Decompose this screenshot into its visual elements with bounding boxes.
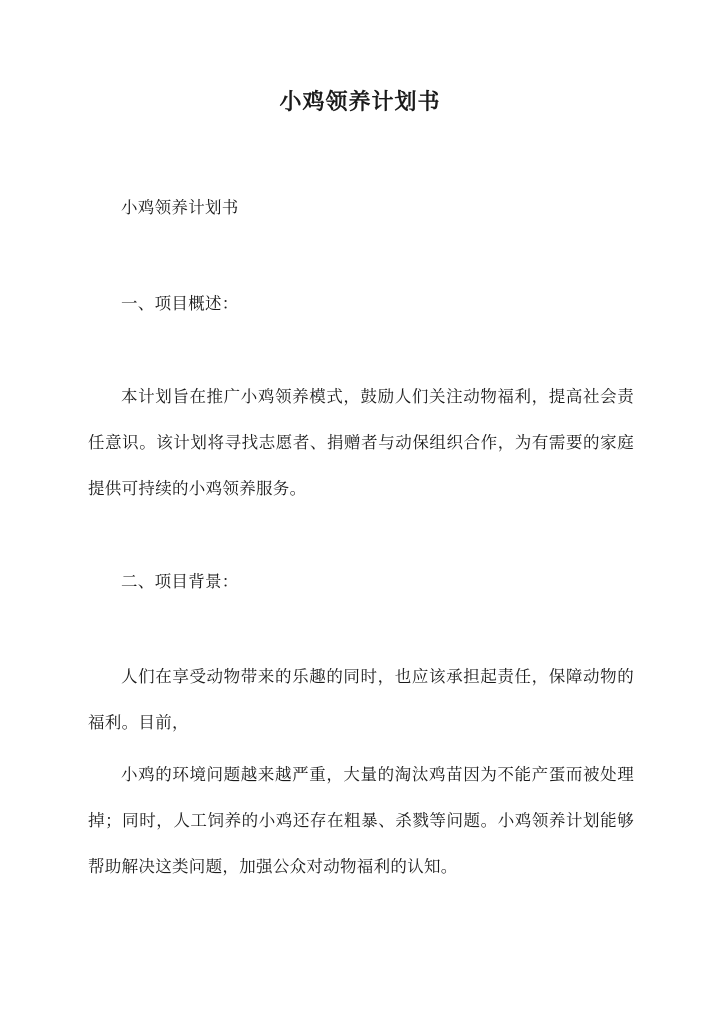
document-title: 小鸡领养计划书 (279, 89, 441, 115)
paragraph-background-1: 人们在享受动物带来的乐趣的同时，也应该承担起责任，保障动物的福利。目前， (88, 667, 634, 732)
section-heading-overview: 一、项目概述： (121, 294, 239, 313)
section-heading-background: 二、项目背景： (121, 572, 239, 591)
document-subtitle: 小鸡领养计划书 (121, 198, 239, 217)
paragraph-background-2: 小鸡的环境问题越来越严重，大量的淘汰鸡苗因为不能产蛋而被处理掉；同时，人工饲养的小鸡还存在粗暴、杀戮等问题。小鸡领养计划能够帮助解决这类问题，加强公众对动物福利的认知。 (88, 765, 634, 876)
paragraph-overview: 本计划旨在推广小鸡领养模式，鼓励人们关注动物福利，提高社会责任意识。该计划将寻找志愿者、捐赠者与动保组织合作，为有需要的家庭提供可持续的小鸡领养服务。 (88, 387, 634, 498)
